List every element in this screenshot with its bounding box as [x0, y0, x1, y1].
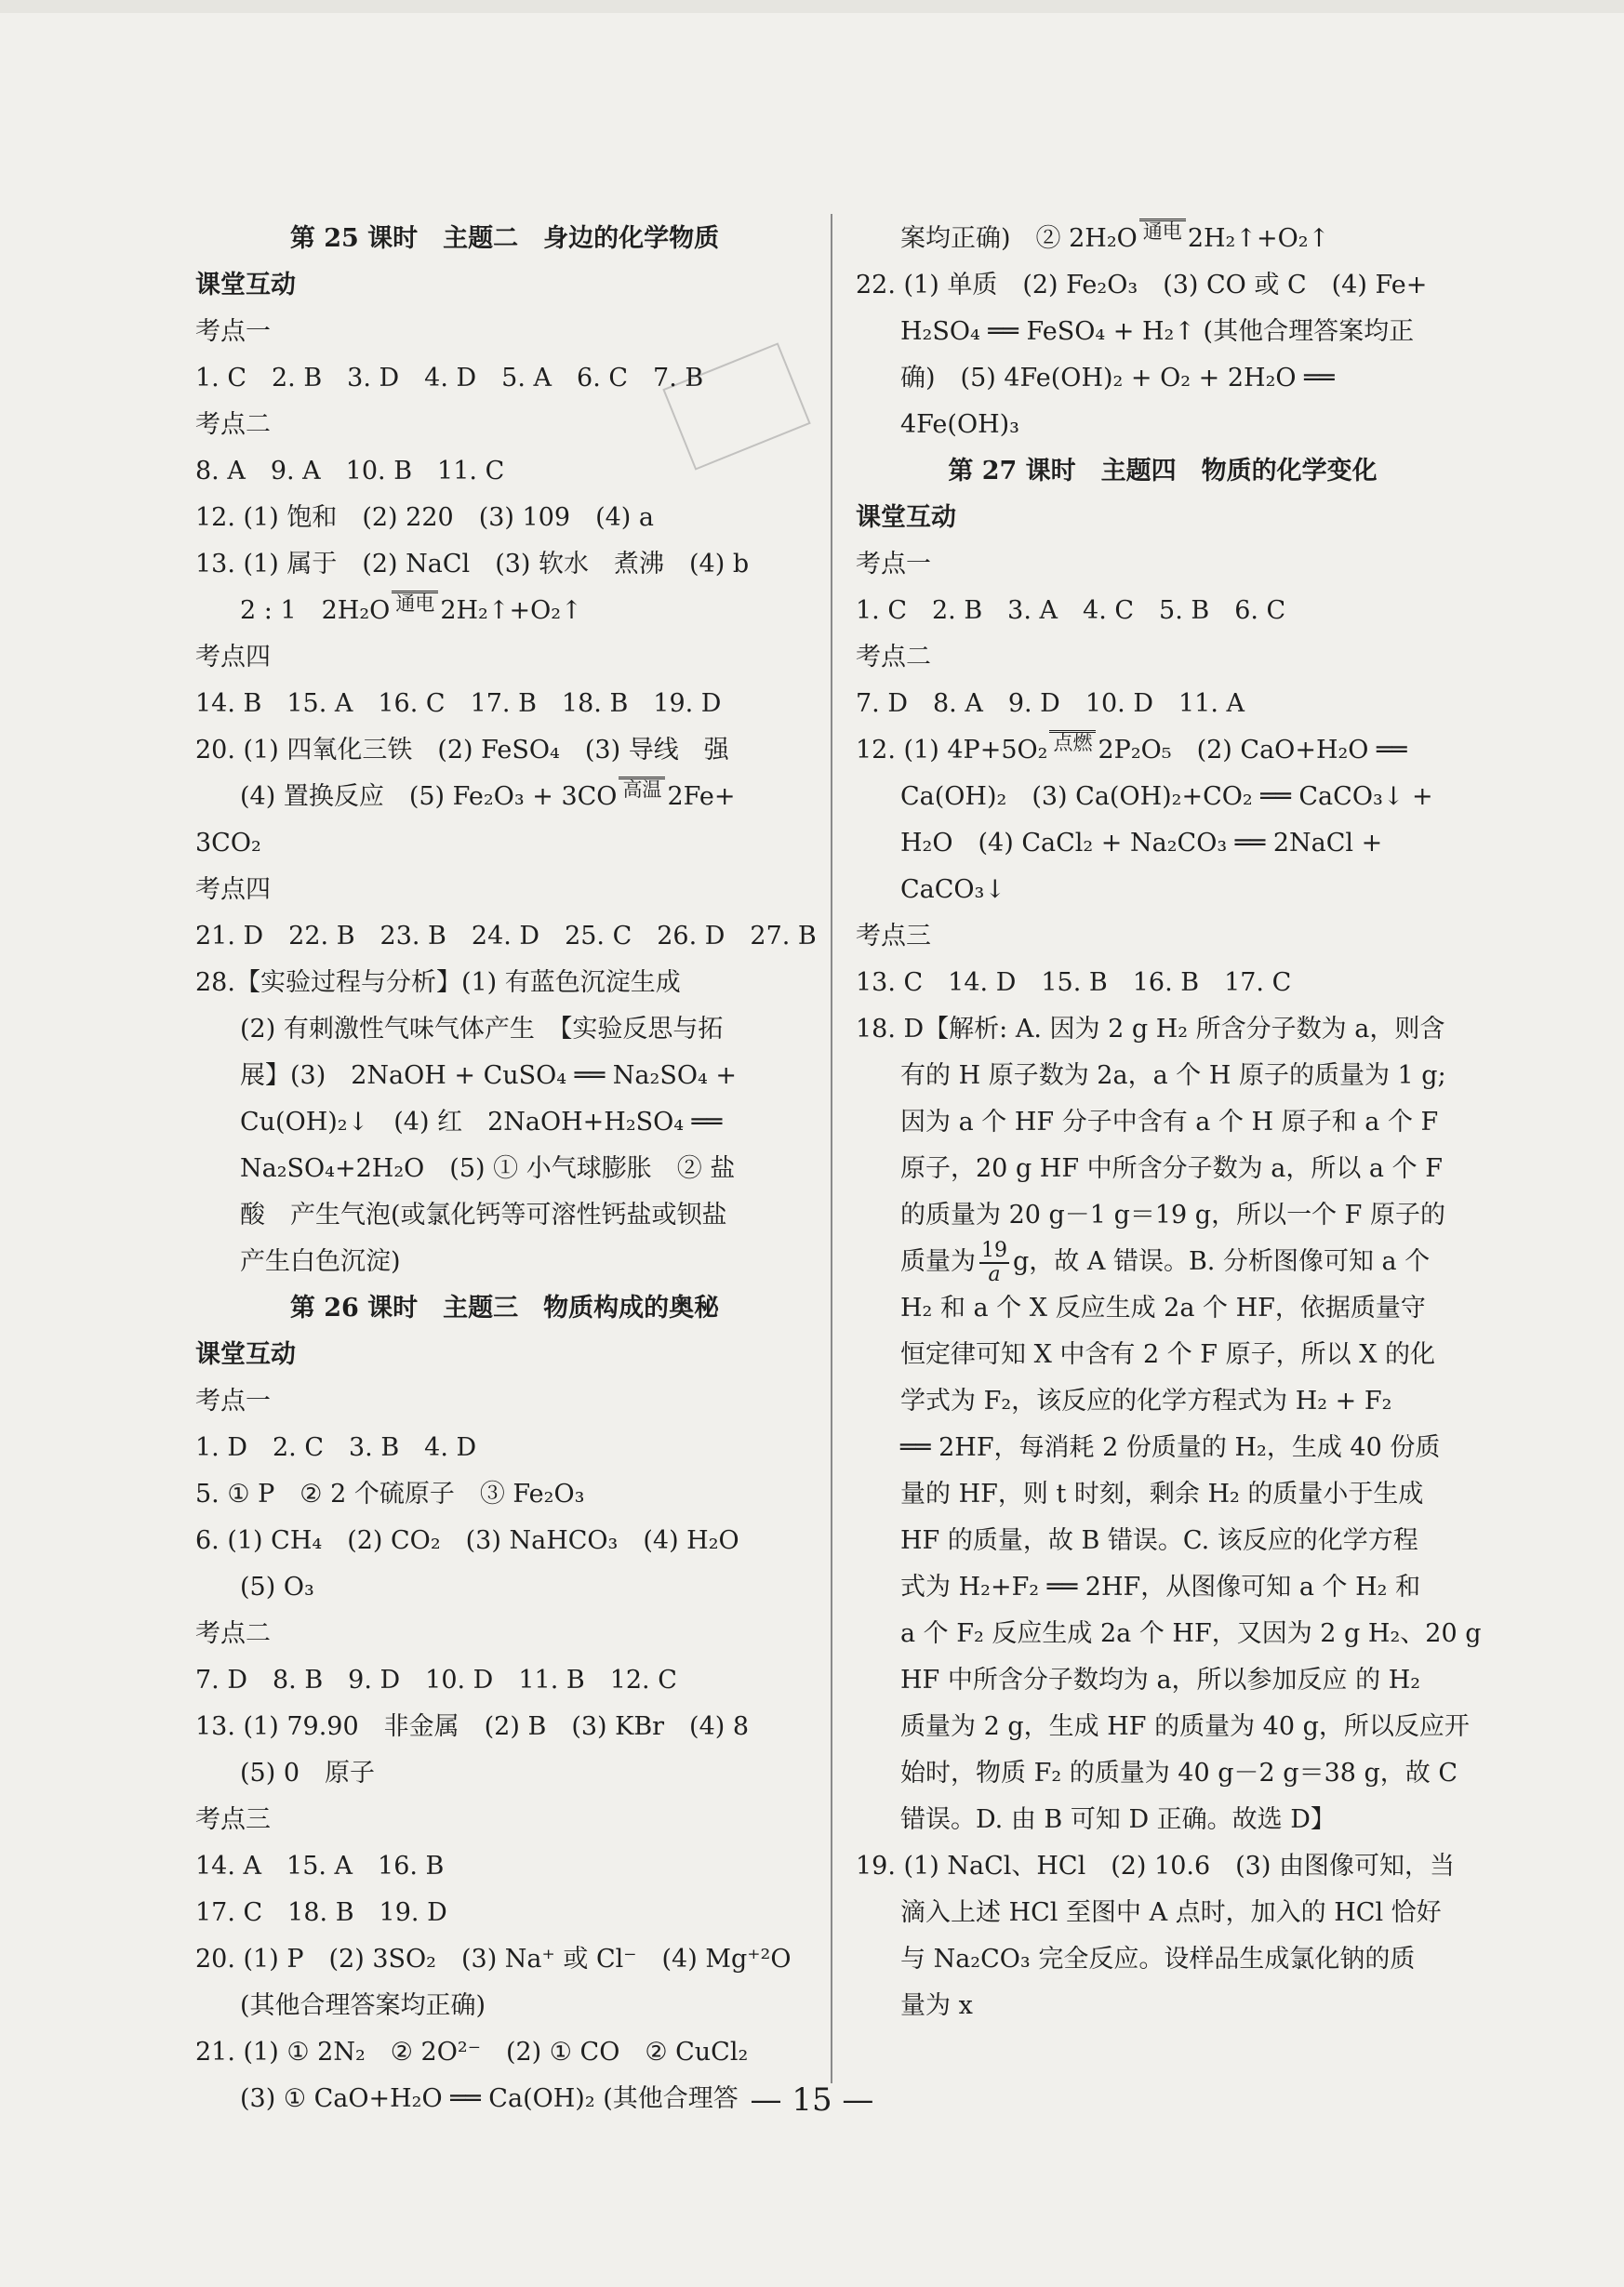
answer-line: 21. (1) ① 2N₂ ② 2O²⁻ (2) ① CO ② CuCl₂: [195, 2038, 749, 2067]
answer-line: 有的 H 原子数为 2a，a 个 H 原子的质量为 1 g;: [900, 1061, 1446, 1090]
answer-line: 17. C 18. B 19. D: [195, 1898, 447, 1927]
page-top-edge: [0, 0, 1624, 13]
answer-line: [195, 774, 814, 820]
reaction-condition: 通电: [392, 591, 438, 614]
answer-line: [856, 1239, 1470, 1285]
fraction-denominator: a: [988, 1262, 1001, 1286]
answer-line: 质量为 2 g，生成 HF 的质量为 40 g，所以反应开: [900, 1712, 1470, 1741]
answer-line: 13. (1) 属于 (2) NaCl (3) 软水 煮沸 (4) b: [195, 550, 750, 578]
answer-line: 5. ① P ② 2 个硫原子 ③ Fe₂O₃: [195, 1480, 585, 1509]
answer-line: 28.【实验过程与分析】(1) 有蓝色沉淀生成: [195, 968, 681, 997]
answer-line: 量的 HF，则 t 时刻，剩余 H₂ 的质量小于生成: [900, 1480, 1424, 1509]
answer-line: H₂O (4) CaCl₂ + Na₂CO₃ ══ 2NaCl +: [900, 829, 1383, 858]
lesson-heading: 第 25 课时 主题二 身边的化学物质: [289, 224, 720, 253]
answer-line: 6. (1) CH₄ (2) CO₂ (3) NaHCO₃ (4) H₂O: [195, 1526, 739, 1555]
equation-right: 2H₂↑+O₂↑: [440, 596, 582, 625]
line-text: g，故 A 错误。B. 分析图像可知 a 个: [1013, 1247, 1431, 1276]
equation-left: 2 : 1 2H₂O: [240, 596, 391, 625]
equation-right: 2P₂O₅ (2) CaO+H₂O ══: [1098, 736, 1407, 765]
topic-label: 考点一: [195, 1387, 271, 1416]
section-heading: 课堂互动: [195, 1340, 296, 1369]
answer-line: 1. C 2. B 3. D 4. D 5. A 6. C 7. B: [195, 364, 704, 392]
left-column: [195, 216, 817, 2122]
answer-line: 20. (1) 四氧化三铁 (2) FeSO₄ (3) 导线 强: [195, 736, 729, 765]
answer-line: H₂ 和 a 个 X 反应生成 2a 个 HF，依据质量守: [900, 1294, 1426, 1323]
answer-line: (其他合理答案均正确): [240, 1991, 486, 2020]
topic-label: 考点三: [856, 922, 931, 951]
answer-line: 4Fe(OH)₃: [900, 410, 1019, 439]
answer-line: 错误。D. 由 B 可知 D 正确。故选 D】: [900, 1805, 1336, 1834]
equation-left: (4) 置换反应 (5) Fe₂O₃ + 3CO: [240, 782, 618, 811]
answer-line: 12. (1) 饱和 (2) 220 (3) 109 (4) a: [195, 503, 655, 532]
topic-label: 考点四: [195, 875, 271, 904]
equation-left: 12. (1) 4P+5O₂: [856, 736, 1048, 765]
answer-line: 13. C 14. D 15. B 16. B 17. C: [856, 968, 1292, 997]
answer-line: 与 Na₂CO₃ 完全反应。设样品生成氯化钠的质: [900, 1945, 1416, 1974]
answer-line: Cu(OH)₂↓ (4) 红 2NaOH+H₂SO₄ ══: [240, 1108, 723, 1137]
topic-label: 考点二: [195, 1619, 271, 1648]
answer-line: 展】(3) 2NaOH + CuSO₄ ══ Na₂SO₄ +: [240, 1061, 738, 1090]
right-column: [856, 216, 1482, 2029]
answer-line: 滴入上述 HCl 至图中 A 点时，加入的 HCl 恰好: [900, 1898, 1442, 1927]
answer-line: 确) (5) 4Fe(OH)₂ + O₂ + 2H₂O ══: [900, 364, 1335, 392]
lesson-heading: 第 27 课时 主题四 物质的化学变化: [948, 457, 1378, 485]
answer-line: 原子，20 g HF 中所含分子数为 a，所以 a 个 F: [900, 1154, 1443, 1183]
answer-line: 18. D【解析: A. 因为 2 g H₂ 所含分子数为 a，则含: [856, 1015, 1445, 1044]
answer-line: Na₂SO₄+2H₂O (5) ① 小气球膨胀 ② 盐: [240, 1154, 736, 1183]
column-divider: [831, 214, 832, 2083]
topic-label: 考点三: [195, 1805, 271, 1834]
answer-line: (2) 有刺激性气味气体产生 【实验反思与拓: [240, 1015, 724, 1044]
reaction-condition: 通电: [1139, 219, 1186, 242]
answer-line: 量为 x: [900, 1991, 973, 2020]
answer-line: 22. (1) 单质 (2) Fe₂O₃ (3) CO 或 C (4) Fe+: [856, 271, 1428, 299]
answer-line: [856, 727, 1470, 774]
fraction-numerator: 19: [981, 1238, 1007, 1262]
answer-line: 式为 H₂+F₂ ══ 2HF，从图像可知 a 个 H₂ 和: [900, 1573, 1421, 1602]
answer-line: (3) ① CaO+H₂O ══ Ca(OH)₂ (其他合理答: [240, 2084, 739, 2113]
answer-line: HF 中所含分子数均为 a，所以参加反应 的 H₂: [900, 1666, 1421, 1695]
reaction-condition: 高温: [619, 777, 665, 800]
answer-line: 14. B 15. A 16. C 17. B 18. B 19. D: [195, 689, 722, 718]
section-heading: 课堂互动: [856, 503, 956, 532]
answer-line: 14. A 15. A 16. B: [195, 1852, 445, 1881]
answer-line: ══ 2HF，每消耗 2 份质量的 H₂，生成 40 份质: [900, 1433, 1441, 1462]
topic-label: 考点二: [856, 643, 931, 671]
answer-line: 19. (1) NaCl、HCl (2) 10.6 (3) 由图像可知，当: [856, 1852, 1455, 1881]
answer-line: 恒定律可知 X 中含有 2 个 F 原子，所以 X 的化: [900, 1340, 1436, 1369]
answer-line: (5) O₃: [240, 1573, 314, 1602]
answer-line: [856, 216, 1470, 262]
answer-line: H₂SO₄ ══ FeSO₄ + H₂↑ (其他合理答案均正: [900, 317, 1415, 346]
answer-line: 因为 a 个 HF 分子中含有 a 个 H 原子和 a 个 F: [900, 1108, 1439, 1137]
answer-line: 1. D 2. C 3. B 4. D: [195, 1433, 477, 1462]
answer-line: HF 的质量，故 B 错误。C. 该反应的化学方程: [900, 1526, 1418, 1555]
reaction-condition: 点燃: [1049, 730, 1096, 753]
answer-line: 7. D 8. B 9. D 10. D 11. B 12. C: [195, 1666, 677, 1695]
line-text: 质量为: [900, 1247, 976, 1276]
answer-line: 的质量为 20 g－1 g＝19 g，所以一个 F 原子的: [900, 1201, 1445, 1230]
answer-line: Ca(OH)₂ (3) Ca(OH)₂+CO₂ ══ CaCO₃↓ +: [900, 782, 1433, 811]
answer-line: 3CO₂: [195, 829, 261, 858]
lesson-heading: 第 26 课时 主题三 物质构成的奥秘: [289, 1294, 720, 1323]
answer-line: 学式为 F₂，该反应的化学方程式为 H₂ + F₂: [900, 1387, 1392, 1416]
topic-label: 考点一: [195, 317, 271, 346]
answer-line: 8. A 9. A 10. B 11. C: [195, 457, 505, 485]
topic-label: 考点四: [195, 643, 271, 671]
equation-left: 案均正确) ② 2H₂O: [900, 224, 1138, 253]
equation-right: 2H₂↑+O₂↑: [1187, 224, 1330, 253]
equation-right: 2Fe+: [667, 782, 736, 811]
topic-label: 考点一: [856, 550, 931, 578]
answer-line: a 个 F₂ 反应生成 2a 个 HF，又因为 2 g H₂、20 g: [900, 1619, 1482, 1648]
answer-line: 13. (1) 79.90 非金属 (2) B (3) KBr (4) 8: [195, 1712, 750, 1741]
section-heading: 课堂互动: [195, 271, 296, 299]
answer-line: 酸 产生气泡(或氯化钙等可溶性钙盐或钡盐: [240, 1201, 727, 1230]
fraction: [979, 1240, 1009, 1286]
answer-line: CaCO₃↓: [900, 875, 1005, 904]
answer-line: (5) 0 原子: [240, 1759, 376, 1788]
page-number: — 15 —: [750, 2081, 874, 2119]
answer-line: 1. C 2. B 3. A 4. C 5. B 6. C: [856, 596, 1286, 625]
topic-label: 考点二: [195, 410, 271, 439]
answer-line: 7. D 8. A 9. D 10. D 11. A: [856, 689, 1245, 718]
answer-line: 始时，物质 F₂ 的质量为 40 g－2 g＝38 g，故 C: [900, 1759, 1458, 1788]
answer-line: [195, 588, 814, 634]
answer-line: 21. D 22. B 23. B 24. D 25. C 26. D 27. B: [195, 922, 817, 951]
answer-line: 产生白色沉淀): [240, 1247, 401, 1276]
answer-line: 20. (1) P (2) 3SO₂ (3) Na⁺ 或 Cl⁻ (4) Mg⁺²O: [195, 1945, 792, 1974]
